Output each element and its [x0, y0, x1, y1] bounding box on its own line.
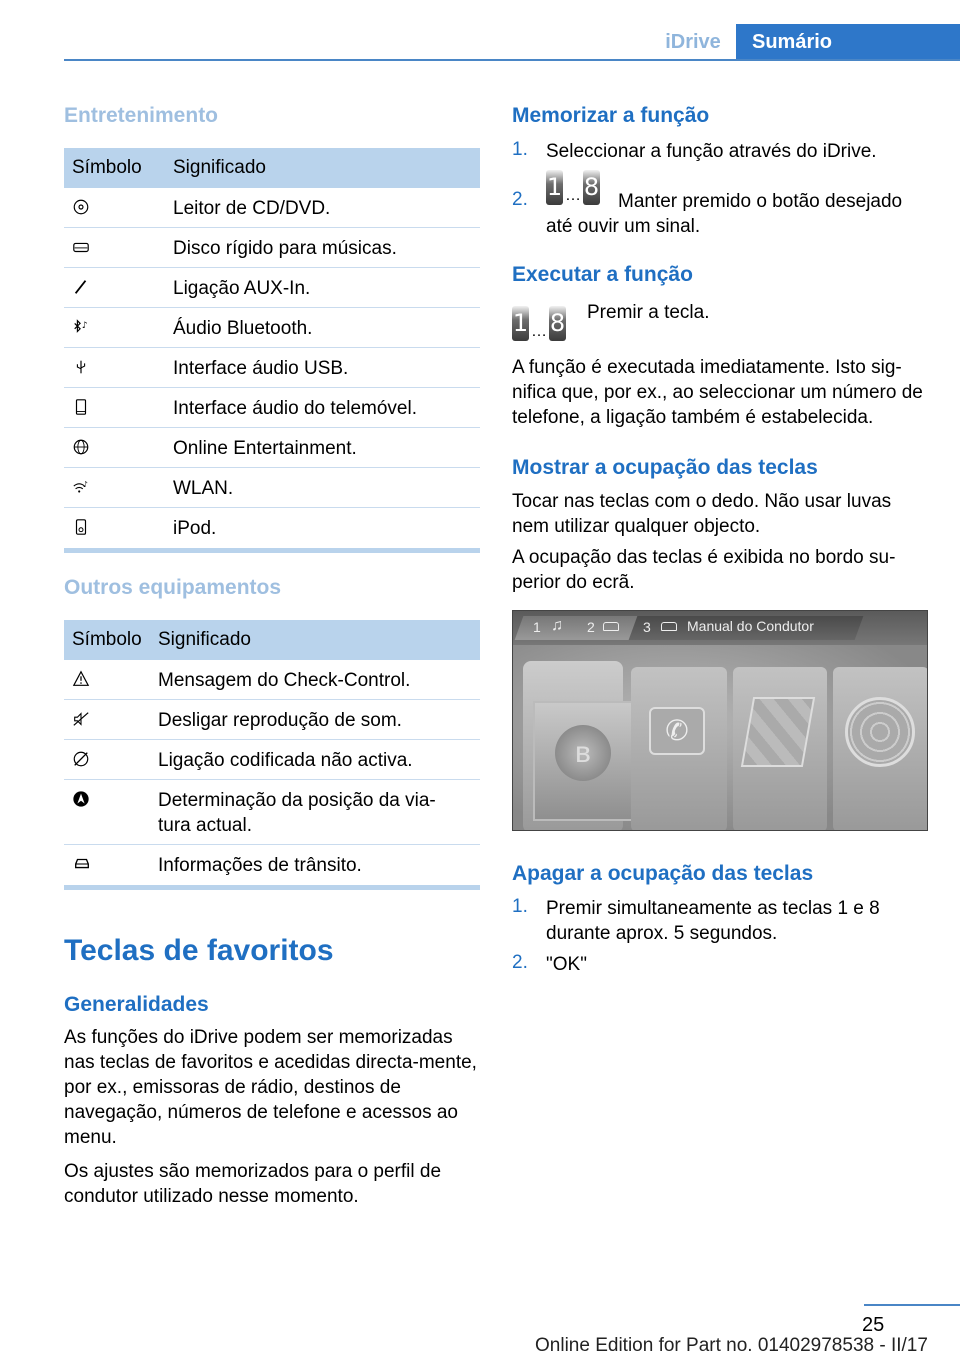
meaning-text: Interface áudio USB. — [173, 358, 349, 379]
table-header — [64, 620, 480, 660]
generalidades-paragraph-2: Os ajustes são memorizados para o perfil de condutor utilizado nesse momento. — [64, 1161, 442, 1207]
step-text: Manter premido o botão desejado até ouvir um sinal. — [546, 191, 903, 237]
mostrar-paragraph-1: Tocar nas teclas com o dedo. Não usar luvas nem utilizar qualquer objecto. — [512, 491, 892, 537]
col-symbol-header: Símbolo — [72, 629, 142, 650]
header-summary-tab[interactable]: Sumário — [736, 24, 960, 61]
tab1-number: 1 — [533, 619, 541, 635]
step-text: Premir simultaneamente as teclas 1 e 8 durante aprox. 5 segundos. — [546, 898, 880, 944]
ellipsis: … — [565, 187, 581, 204]
step-number: 1. — [512, 896, 528, 917]
header-rule — [64, 59, 960, 61]
meaning-text: Determinação da posição da via- tura actual. — [158, 790, 436, 836]
meaning-text: Desligar reprodução de som. — [158, 710, 402, 731]
table-row — [64, 468, 480, 508]
footer-rule — [864, 1304, 960, 1306]
encryption-off-icon — [64, 748, 158, 768]
globe-icon — [845, 697, 915, 767]
table-row — [64, 308, 480, 348]
tab3-number: 3 — [643, 619, 651, 635]
ellipsis: … — [531, 323, 547, 340]
subsection-title-generalidades: Generalidades — [64, 993, 209, 1016]
section-title-executar: Executar a função — [512, 263, 693, 286]
table-row — [64, 388, 480, 428]
meaning-text: Online Entertainment. — [173, 438, 357, 459]
online-tile — [833, 667, 928, 831]
tab2-number: 2 — [587, 619, 595, 635]
position-icon — [64, 788, 158, 808]
meaning-text: Mensagem do Check-Control. — [158, 670, 411, 691]
meaning-text: Leitor de CD/DVD. — [173, 198, 331, 219]
phone-icon — [64, 396, 173, 416]
step-number: 2. — [512, 189, 528, 210]
table-row — [64, 700, 480, 740]
harddisk-icon — [64, 236, 173, 256]
section-title-apagar: Apagar a ocupação das teclas — [512, 862, 814, 885]
generalidades-paragraph-1: As funções do iDrive podem ser memorizadas nas teclas de favoritos e acedidas directa-mente, por ex., emissoras de rádio, destinos de navegação, números de telefone e acessos ao menu. — [64, 1027, 477, 1148]
car-icon — [603, 622, 619, 631]
phone-icon: ✆ — [649, 707, 705, 755]
table-row — [64, 845, 480, 885]
meaning-text: Informações de trânsito. — [158, 855, 362, 876]
section-title-entretenimento: Entretenimento — [64, 104, 219, 127]
table-row — [64, 228, 480, 268]
favorite-key-8-icon: 8 — [583, 170, 600, 205]
mostrar-paragraph-2: A ocupação das teclas é exibida no bordo su-perior do ecrã. — [512, 547, 896, 593]
executar-keys-text: Premir a tecla. — [587, 302, 710, 323]
edition-note: Online Edition for Part no. 01402978538 - II/17 — [535, 1335, 928, 1356]
section-title-memorizar: Memorizar a função — [512, 104, 710, 127]
ipod-icon — [64, 516, 173, 536]
table-row — [64, 188, 480, 228]
bluetooth-icon: ʙ — [555, 725, 611, 781]
mute-icon — [64, 708, 158, 728]
step-text: Seleccionar a função através do iDrive. — [546, 141, 877, 162]
map-icon — [741, 697, 815, 767]
navigation-tile — [733, 667, 827, 831]
table-row — [64, 780, 480, 845]
idrive-screen-image — [512, 610, 928, 831]
entertainment-table — [64, 148, 480, 553]
meaning-text: Ligação AUX-In. — [173, 278, 311, 299]
executar-paragraph: A função é executada imediatamente. Isto sig-nifica que, por ex., ao seleccionar um número de telefone, a ligação também é estabelecida. — [512, 357, 923, 428]
favorite-key-1-icon: 1 — [546, 170, 563, 205]
phone-tile — [631, 667, 727, 831]
table-row — [64, 348, 480, 388]
svg-text:♪: ♪ — [81, 320, 88, 331]
favorite-keys-range — [512, 306, 566, 341]
col-symbol-header: Símbolo — [72, 157, 142, 178]
globe-icon — [64, 436, 173, 456]
col-meaning-header: Significado — [173, 157, 266, 178]
section-title-teclas: Teclas de favoritos — [64, 934, 334, 967]
meaning-text: Disco rígido para músicas. — [173, 238, 397, 259]
meaning-text: Áudio Bluetooth. — [173, 318, 313, 339]
table-row — [64, 268, 480, 308]
step-number: 1. — [512, 139, 528, 160]
music-note-icon: ♫ — [551, 617, 563, 634]
table-row — [64, 660, 480, 700]
step-number: 2. — [512, 952, 528, 973]
table-row — [64, 508, 480, 548]
table-end-bar — [64, 885, 480, 890]
col-meaning-header: Significado — [158, 629, 251, 650]
traffic-icon — [64, 853, 158, 873]
table-header — [64, 148, 480, 188]
car-icon — [661, 622, 677, 631]
other-devices-table — [64, 620, 480, 890]
header-idrive-tab[interactable]: iDrive — [665, 31, 721, 53]
bluetooth-tile — [533, 701, 633, 821]
favorite-key-8-icon: 8 — [549, 306, 566, 341]
tab3-label: Manual do Condutor — [687, 618, 814, 634]
aux-plug-icon — [64, 276, 173, 296]
cd-icon — [64, 196, 173, 216]
usb-icon — [64, 356, 173, 376]
favorite-key-1-icon: 1 — [512, 306, 529, 341]
warning-icon — [64, 668, 158, 688]
meaning-text: WLAN. — [173, 478, 234, 499]
wlan-music-icon — [64, 476, 173, 496]
table-row — [64, 428, 480, 468]
meaning-text: Ligação codificada não activa. — [158, 750, 413, 771]
table-row — [64, 740, 480, 780]
section-title-outros: Outros equipamentos — [64, 576, 282, 599]
step-text: "OK" — [546, 954, 587, 975]
page-number: 25 — [862, 1314, 885, 1336]
meaning-text: iPod. — [173, 518, 217, 539]
meaning-text: Interface áudio do telemóvel. — [173, 398, 417, 419]
svg-text:♪: ♪ — [82, 479, 88, 489]
section-title-mostrar: Mostrar a ocupação das teclas — [512, 456, 818, 479]
bluetooth-music-icon — [64, 316, 173, 336]
table-end-bar — [64, 548, 480, 553]
